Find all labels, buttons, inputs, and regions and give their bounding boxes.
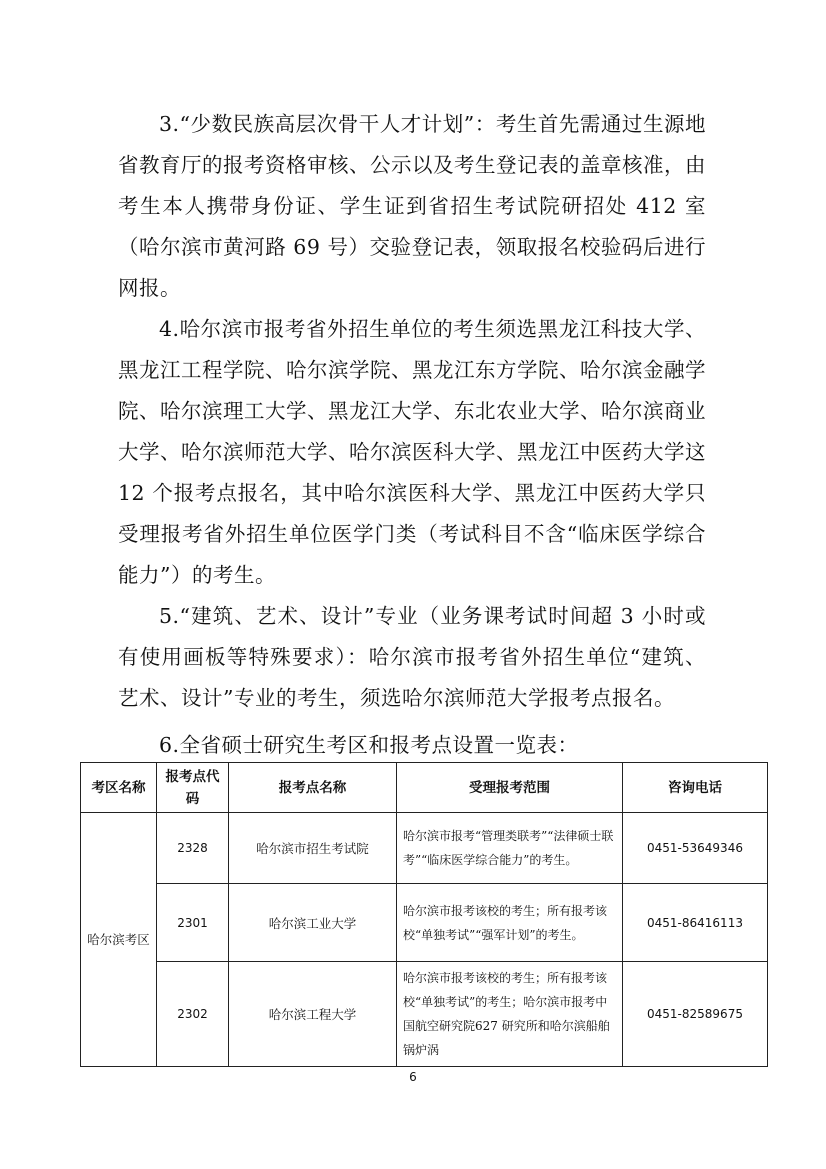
area-name-cell: 哈尔滨考区 (81, 813, 157, 1067)
exam-sites-table (80, 762, 768, 1067)
table-caption: 6.全省硕士研究生考区和报考点设置一览表： (159, 733, 579, 757)
table-row (81, 884, 768, 962)
table-row (81, 962, 768, 1067)
header-area: 考区名称 (81, 763, 157, 813)
paragraph-minority-talent-plan: 3.“少数民族高层次骨干人才计划”：考生首先需通过生源地省教育厅的报考资格审核、公示以及考生登记表的盖章核准，由考生本人携带身份证、学生证到省招生考试院研招处 412 室（哈尔滨市黄河路 69 号）交验登记表，领取报名校验码后进行网报。 (118, 112, 706, 300)
paragraph-architecture-art-design: 5.“建筑、艺术、设计”专业（业务课考试时间超 3 小时或有使用画板等特殊要求）：哈尔滨市报考省外招生单位“建筑、艺术、设计”专业的考生，须选哈尔滨师范大学报考点报名。 (118, 604, 706, 710)
site-code-cell: 2301 (157, 884, 229, 962)
site-name-cell: 哈尔滨市招生考试院 (229, 813, 397, 884)
site-code-cell: 2328 (157, 813, 229, 884)
site-phone-cell: 0451-86416113 (623, 884, 768, 962)
site-code-cell: 2302 (157, 962, 229, 1067)
site-scope-cell: 哈尔滨市报考该校的考生；所有报考该校“单独考试”的考生；哈尔滨市报考中国航空研究院627 研究所和哈尔滨船舶锅炉涡 (397, 962, 623, 1067)
table-row (81, 813, 768, 884)
site-phone-cell: 0451-53649346 (623, 813, 768, 884)
header-code: 报考点代码 (157, 763, 229, 813)
page-number: 6 (409, 1070, 417, 1084)
site-phone-cell: 0451-82589675 (623, 962, 768, 1067)
table-header-row (81, 763, 768, 813)
header-phone: 咨询电话 (623, 763, 768, 813)
site-scope-cell: 哈尔滨市报考该校的考生；所有报考该校“单独考试”“强军计划”的考生。 (397, 884, 623, 962)
header-scope: 受理报考范围 (397, 763, 623, 813)
site-name-cell: 哈尔滨工业大学 (229, 884, 397, 962)
header-name: 报考点名称 (229, 763, 397, 813)
site-scope-cell: 哈尔滨市报考“管理类联考”“法律硕士联考”“临床医学综合能力”的考生。 (397, 813, 623, 884)
paragraph-out-of-province-sites: 4.哈尔滨市报考省外招生单位的考生须选黑龙江科技大学、黑龙江工程学院、哈尔滨学院、黑龙江东方学院、哈尔滨金融学院、哈尔滨理工大学、黑龙江大学、东北农业大学、哈尔滨商业大学、哈尔滨师范大学、哈尔滨医科大学、黑龙江中医药大学这 12 个报考点报名，其中哈尔滨医科大学、黑龙江中医药大学只受理报考省外招生单位医学门类（考试科目不含“临床医学综合能力”）的考生。 (118, 317, 706, 587)
site-name-cell: 哈尔滨工程大学 (229, 962, 397, 1067)
